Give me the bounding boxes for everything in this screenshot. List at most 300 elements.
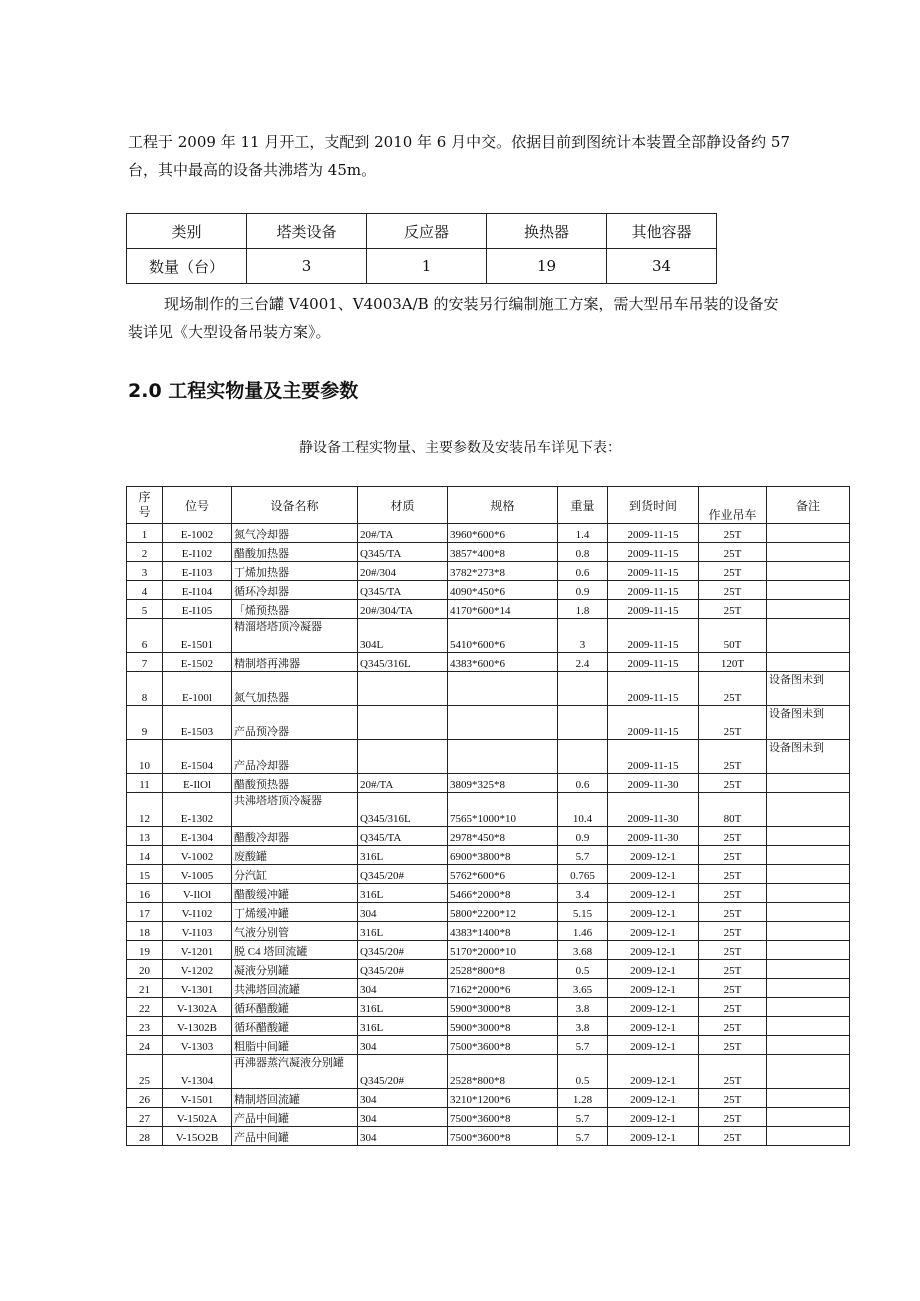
cell-name: 脱 C4 塔回流罐 [232,941,358,960]
table-row [127,774,850,793]
cell-seq: 28 [127,1127,163,1146]
cell-arrival: 2009-11-15 [608,581,699,600]
cell-seq: 16 [127,884,163,903]
cell-weight: 5.7 [558,1036,608,1055]
cell-seq: 8 [127,672,163,706]
cell-crane: 25T [699,600,767,619]
table-row [127,543,850,562]
cell-tag: E-1002 [163,524,232,543]
cell-crane: 25T [699,979,767,998]
cell-arrival: 2009-11-15 [608,653,699,672]
cell-seq: 5 [127,600,163,619]
cell-seq: 19 [127,941,163,960]
cell-tag: V-1502A [163,1108,232,1127]
summary-value-cell: 3 [247,249,367,284]
cell-name: 氮气加热器 [232,672,358,706]
cell-crane: 25T [699,865,767,884]
cell-arrival: 2009-11-15 [608,543,699,562]
cell-arrival: 2009-11-15 [608,562,699,581]
table-row [127,1127,850,1146]
cell-seq: 6 [127,619,163,653]
table-row [127,793,850,827]
cell-seq: 23 [127,1017,163,1036]
cell-seq: 27 [127,1108,163,1127]
cell-name: 丁烯缓冲罐 [232,903,358,922]
cell-crane: 25T [699,941,767,960]
cell-tag: E-IlOl [163,774,232,793]
cell-material: Q345/TA [358,543,448,562]
cell-tag: E-I103 [163,562,232,581]
cell-remark [767,1127,850,1146]
table-row [127,562,850,581]
table-row [127,706,850,740]
cell-crane: 25T [699,960,767,979]
summary-row-label: 数量（台） [127,249,247,284]
table-row [127,998,850,1017]
cell-weight: 1.46 [558,922,608,941]
table-body [127,524,850,1146]
cell-crane: 25T [699,774,767,793]
cell-weight [558,740,608,774]
cell-arrival: 2009-12-1 [608,1055,699,1089]
cell-material: 316L [358,1017,448,1036]
cell-remark [767,979,850,998]
cell-remark: 设备图未到 [767,740,850,774]
cell-weight: 0.765 [558,865,608,884]
cell-tag: E-1503 [163,706,232,740]
cell-material [358,672,448,706]
summary-header-cell: 类别 [127,214,247,249]
cell-tag: V-I103 [163,922,232,941]
cell-spec: 3809*325*8 [448,774,558,793]
cell-name: 凝液分别罐 [232,960,358,979]
cell-arrival: 2009-12-1 [608,1127,699,1146]
header-arrival: 到货时间 [608,487,699,524]
cell-arrival: 2009-12-1 [608,1036,699,1055]
cell-spec [448,740,558,774]
cell-name: 精溜塔塔顶冷凝器 [232,619,358,653]
cell-arrival: 2009-11-15 [608,600,699,619]
cell-remark [767,1108,850,1127]
cell-spec: 3782*273*8 [448,562,558,581]
cell-material: Q345/20# [358,941,448,960]
cell-weight: 3.8 [558,998,608,1017]
cell-material: 316L [358,922,448,941]
cell-arrival: 2009-12-1 [608,1017,699,1036]
cell-tag: V-1002 [163,846,232,865]
summary-table [126,213,717,284]
summary-value-cell: 19 [487,249,607,284]
table-row [127,1108,850,1127]
cell-name: 醋酸冷却器 [232,827,358,846]
cell-arrival: 2009-12-1 [608,884,699,903]
cell-tag: V-15O2B [163,1127,232,1146]
cell-arrival: 2009-12-1 [608,998,699,1017]
cell-weight: 2.4 [558,653,608,672]
cell-seq: 7 [127,653,163,672]
cell-name: 粗脂中间罐 [232,1036,358,1055]
cell-crane: 120T [699,653,767,672]
cell-crane: 25T [699,706,767,740]
table-row [127,524,850,543]
cell-crane: 25T [699,1108,767,1127]
cell-weight: 3.4 [558,884,608,903]
cell-crane: 25T [699,903,767,922]
cell-weight: 0.9 [558,581,608,600]
cell-material: Q345/20# [358,1055,448,1089]
table-row [127,740,850,774]
summary-header-cell: 换热器 [487,214,607,249]
header-crane: 作业吊车 [699,487,767,524]
cell-crane: 25T [699,1089,767,1108]
cell-seq: 21 [127,979,163,998]
cell-arrival: 2009-12-1 [608,865,699,884]
table-row [127,827,850,846]
header-remark: 备注 [767,487,850,524]
cell-spec: 5900*3000*8 [448,1017,558,1036]
table-row [127,903,850,922]
cell-tag: V-1304 [163,1055,232,1089]
table-row [127,619,850,653]
table-row [127,672,850,706]
cell-name: 产品中间罐 [232,1108,358,1127]
cell-arrival: 2009-12-1 [608,846,699,865]
cell-weight: 3.68 [558,941,608,960]
cell-tag: V-1301 [163,979,232,998]
cell-spec: 3857*400*8 [448,543,558,562]
cell-material: 20#/304 [358,562,448,581]
summary-header-cell: 塔类设备 [247,214,367,249]
cell-material: 304 [358,1089,448,1108]
cell-name: 醋酸加热器 [232,543,358,562]
header-seq: 序号 [127,487,163,524]
cell-seq: 20 [127,960,163,979]
intro-line-1: 工程于 2009 年 11 月开工，支配到 2010 年 6 月中交。依据目前到图统计本装置全部静设备约 57 [128,133,790,151]
cell-remark [767,619,850,653]
cell-material: 20#/304/TA [358,600,448,619]
cell-remark [767,941,850,960]
cell-weight [558,706,608,740]
cell-arrival: 2009-11-30 [608,793,699,827]
cell-seq: 13 [127,827,163,846]
cell-tag: E-1304 [163,827,232,846]
cell-name: 气液分别管 [232,922,358,941]
cell-weight: 5.7 [558,846,608,865]
cell-seq: 2 [127,543,163,562]
cell-weight: 1.4 [558,524,608,543]
cell-tag: V-1302A [163,998,232,1017]
cell-material: 20#/TA [358,774,448,793]
summary-value-cell: 1 [367,249,487,284]
cell-name: 分汽缸 [232,865,358,884]
cell-spec: 5762*600*6 [448,865,558,884]
cell-weight: 10.4 [558,793,608,827]
cell-spec: 2528*800*8 [448,1055,558,1089]
cell-seq: 12 [127,793,163,827]
cell-arrival: 2009-11-15 [608,706,699,740]
cell-weight: 5.7 [558,1127,608,1146]
cell-remark [767,793,850,827]
cell-name: 废酸罐 [232,846,358,865]
table-row [127,581,850,600]
cell-material: Q345/20# [358,865,448,884]
cell-name: 循环醋酸罐 [232,998,358,1017]
intro-paragraph [128,128,852,184]
cell-name: 丁烯加热器 [232,562,358,581]
cell-material: Q345/316L [358,653,448,672]
table-row [127,941,850,960]
cell-weight: 0.8 [558,543,608,562]
summary-value-cell: 34 [607,249,717,284]
cell-weight: 3.8 [558,1017,608,1036]
cell-remark [767,653,850,672]
cell-remark [767,884,850,903]
cell-crane: 25T [699,998,767,1017]
cell-spec: 7500*3600*8 [448,1127,558,1146]
cell-seq: 18 [127,922,163,941]
cell-arrival: 2009-12-1 [608,960,699,979]
cell-crane: 25T [699,1036,767,1055]
cell-tag: E-1302 [163,793,232,827]
cell-crane: 25T [699,1127,767,1146]
cell-crane: 25T [699,543,767,562]
cell-seq: 4 [127,581,163,600]
cell-spec: 3210*1200*6 [448,1089,558,1108]
cell-tag: E-1502 [163,653,232,672]
table-row [127,979,850,998]
cell-remark: 设备图未到 [767,706,850,740]
summary-header-cell: 反应器 [367,214,487,249]
cell-seq: 17 [127,903,163,922]
summary-header-row [127,214,717,249]
cell-material: Q345/TA [358,581,448,600]
cell-seq: 15 [127,865,163,884]
cell-name: 醋酸缓冲罐 [232,884,358,903]
header-weight: 重量 [558,487,608,524]
cell-arrival: 2009-12-1 [608,979,699,998]
cell-weight: 0.5 [558,1055,608,1089]
cell-name: 产品预冷器 [232,706,358,740]
cell-name: 循环醋酸罐 [232,1017,358,1036]
cell-crane: 25T [699,827,767,846]
cell-crane: 25T [699,740,767,774]
cell-spec: 7500*3600*8 [448,1036,558,1055]
cell-remark [767,1055,850,1089]
cell-crane: 25T [699,846,767,865]
cell-material: Q345/TA [358,827,448,846]
cell-spec: 4090*450*6 [448,581,558,600]
table-row [127,600,850,619]
table-row [127,846,850,865]
cell-material: 304 [358,1127,448,1146]
table-row [127,1055,850,1089]
cell-material: 316L [358,846,448,865]
cell-material [358,706,448,740]
table-row [127,1089,850,1108]
table-row [127,960,850,979]
cell-remark: 设备图未到 [767,672,850,706]
cell-remark [767,827,850,846]
table-row [127,653,850,672]
cell-seq: 3 [127,562,163,581]
cell-tag: V-IlOl [163,884,232,903]
cell-crane: 25T [699,922,767,941]
cell-seq: 22 [127,998,163,1017]
cell-remark [767,581,850,600]
summary-header-cell: 其他容器 [607,214,717,249]
cell-tag: V-1005 [163,865,232,884]
cell-weight: 5.7 [558,1108,608,1127]
summary-value-row [127,249,717,284]
cell-weight: 0.9 [558,827,608,846]
cell-material: 304L [358,619,448,653]
cell-seq: 26 [127,1089,163,1108]
intro-line-2: 台，其中最高的设备共沸塔为 45m。 [128,161,377,179]
cell-spec: 5800*2200*12 [448,903,558,922]
header-name: 设备名称 [232,487,358,524]
cell-remark [767,524,850,543]
cell-spec: 4383*1400*8 [448,922,558,941]
cell-crane: 25T [699,1055,767,1089]
cell-tag: E-100l [163,672,232,706]
cell-seq: 9 [127,706,163,740]
cell-name: 「烯预热器 [232,600,358,619]
cell-arrival: 2009-12-1 [608,941,699,960]
cell-seq: 14 [127,846,163,865]
cell-material: 304 [358,903,448,922]
cell-weight: 0.6 [558,774,608,793]
cell-tag: V-1501 [163,1089,232,1108]
cell-arrival: 2009-12-1 [608,1089,699,1108]
cell-name: 精制塔再沸器 [232,653,358,672]
cell-spec: 7500*3600*8 [448,1108,558,1127]
cell-weight [558,672,608,706]
cell-seq: 25 [127,1055,163,1089]
cell-weight: 0.5 [558,960,608,979]
cell-remark [767,903,850,922]
cell-seq: 11 [127,774,163,793]
cell-tag: V-I102 [163,903,232,922]
cell-spec: 2978*450*8 [448,827,558,846]
cell-name: 氮气冷却器 [232,524,358,543]
cell-arrival: 2009-11-30 [608,827,699,846]
cell-material: 304 [358,1036,448,1055]
cell-weight: 3.65 [558,979,608,998]
header-material: 材质 [358,487,448,524]
header-tag: 位号 [163,487,232,524]
cell-arrival: 2009-11-15 [608,619,699,653]
cell-name: 共沸塔回流罐 [232,979,358,998]
cell-tag: V-1302B [163,1017,232,1036]
cell-remark [767,774,850,793]
cell-spec: 7565*1000*10 [448,793,558,827]
cell-arrival: 2009-12-1 [608,903,699,922]
cell-arrival: 2009-11-15 [608,524,699,543]
section-heading: 2.0 工程实物量及主要参数 [128,380,359,402]
cell-arrival: 2009-11-15 [608,672,699,706]
table-caption: 静设备工程实物量、主要参数及安装吊车详见下表： [299,440,621,456]
cell-spec: 5466*2000*8 [448,884,558,903]
cell-spec: 7162*2000*6 [448,979,558,998]
cell-weight: 3 [558,619,608,653]
cell-remark [767,600,850,619]
cell-crane: 25T [699,1017,767,1036]
cell-remark [767,960,850,979]
cell-material [358,740,448,774]
cell-remark [767,922,850,941]
cell-tag: V-1303 [163,1036,232,1055]
cell-arrival: 2009-12-1 [608,922,699,941]
cell-remark [767,543,850,562]
table-row [127,1036,850,1055]
cell-spec: 3960*600*6 [448,524,558,543]
cell-seq: 10 [127,740,163,774]
cell-arrival: 2009-11-15 [608,740,699,774]
cell-remark [767,1089,850,1108]
cell-crane: 25T [699,562,767,581]
cell-spec: 2528*800*8 [448,960,558,979]
cell-arrival: 2009-12-1 [608,1108,699,1127]
table-row [127,865,850,884]
cell-crane: 80T [699,793,767,827]
cell-weight: 0.6 [558,562,608,581]
cell-spec: 4170*600*14 [448,600,558,619]
cell-material: 316L [358,998,448,1017]
equipment-table [126,486,850,1146]
cell-tag: E-I105 [163,600,232,619]
cell-crane: 50T [699,619,767,653]
cell-name: 循环冷却器 [232,581,358,600]
cell-spec: 6900*3800*8 [448,846,558,865]
cell-tag: E-1504 [163,740,232,774]
cell-spec [448,706,558,740]
cell-material: Q345/20# [358,960,448,979]
cell-remark [767,865,850,884]
cell-crane: 25T [699,884,767,903]
table-row [127,1017,850,1036]
cell-crane: 25T [699,524,767,543]
cell-tag: V-1202 [163,960,232,979]
note-line-2: 装详见《大型设备吊装方案》。 [128,323,331,341]
cell-tag: E-I104 [163,581,232,600]
cell-weight: 5.15 [558,903,608,922]
cell-material: 316L [358,884,448,903]
cell-name: 再沸器蒸汽凝液分别罐 [232,1055,358,1089]
cell-name: 共沸塔塔顶冷凝器 [232,793,358,827]
cell-remark [767,846,850,865]
cell-spec: 5410*600*6 [448,619,558,653]
cell-seq: 1 [127,524,163,543]
cell-name: 醋酸预热器 [232,774,358,793]
cell-name: 精制塔回流罐 [232,1089,358,1108]
cell-remark [767,998,850,1017]
table-header-row [127,487,850,524]
cell-tag: V-1201 [163,941,232,960]
cell-material: 304 [358,979,448,998]
note-paragraph [128,290,852,346]
cell-remark [767,562,850,581]
cell-crane: 25T [699,581,767,600]
note-line-1: 现场制作的三台罐 V4001、V4003A/B 的安装另行编制施工方案，需大型吊车吊装的设备安 [164,295,779,313]
cell-remark [767,1017,850,1036]
cell-seq: 24 [127,1036,163,1055]
cell-spec [448,672,558,706]
cell-tag: E-1501 [163,619,232,653]
cell-material: Q345/316L [358,793,448,827]
cell-arrival: 2009-11-30 [608,774,699,793]
header-spec: 规格 [448,487,558,524]
cell-weight: 1.28 [558,1089,608,1108]
